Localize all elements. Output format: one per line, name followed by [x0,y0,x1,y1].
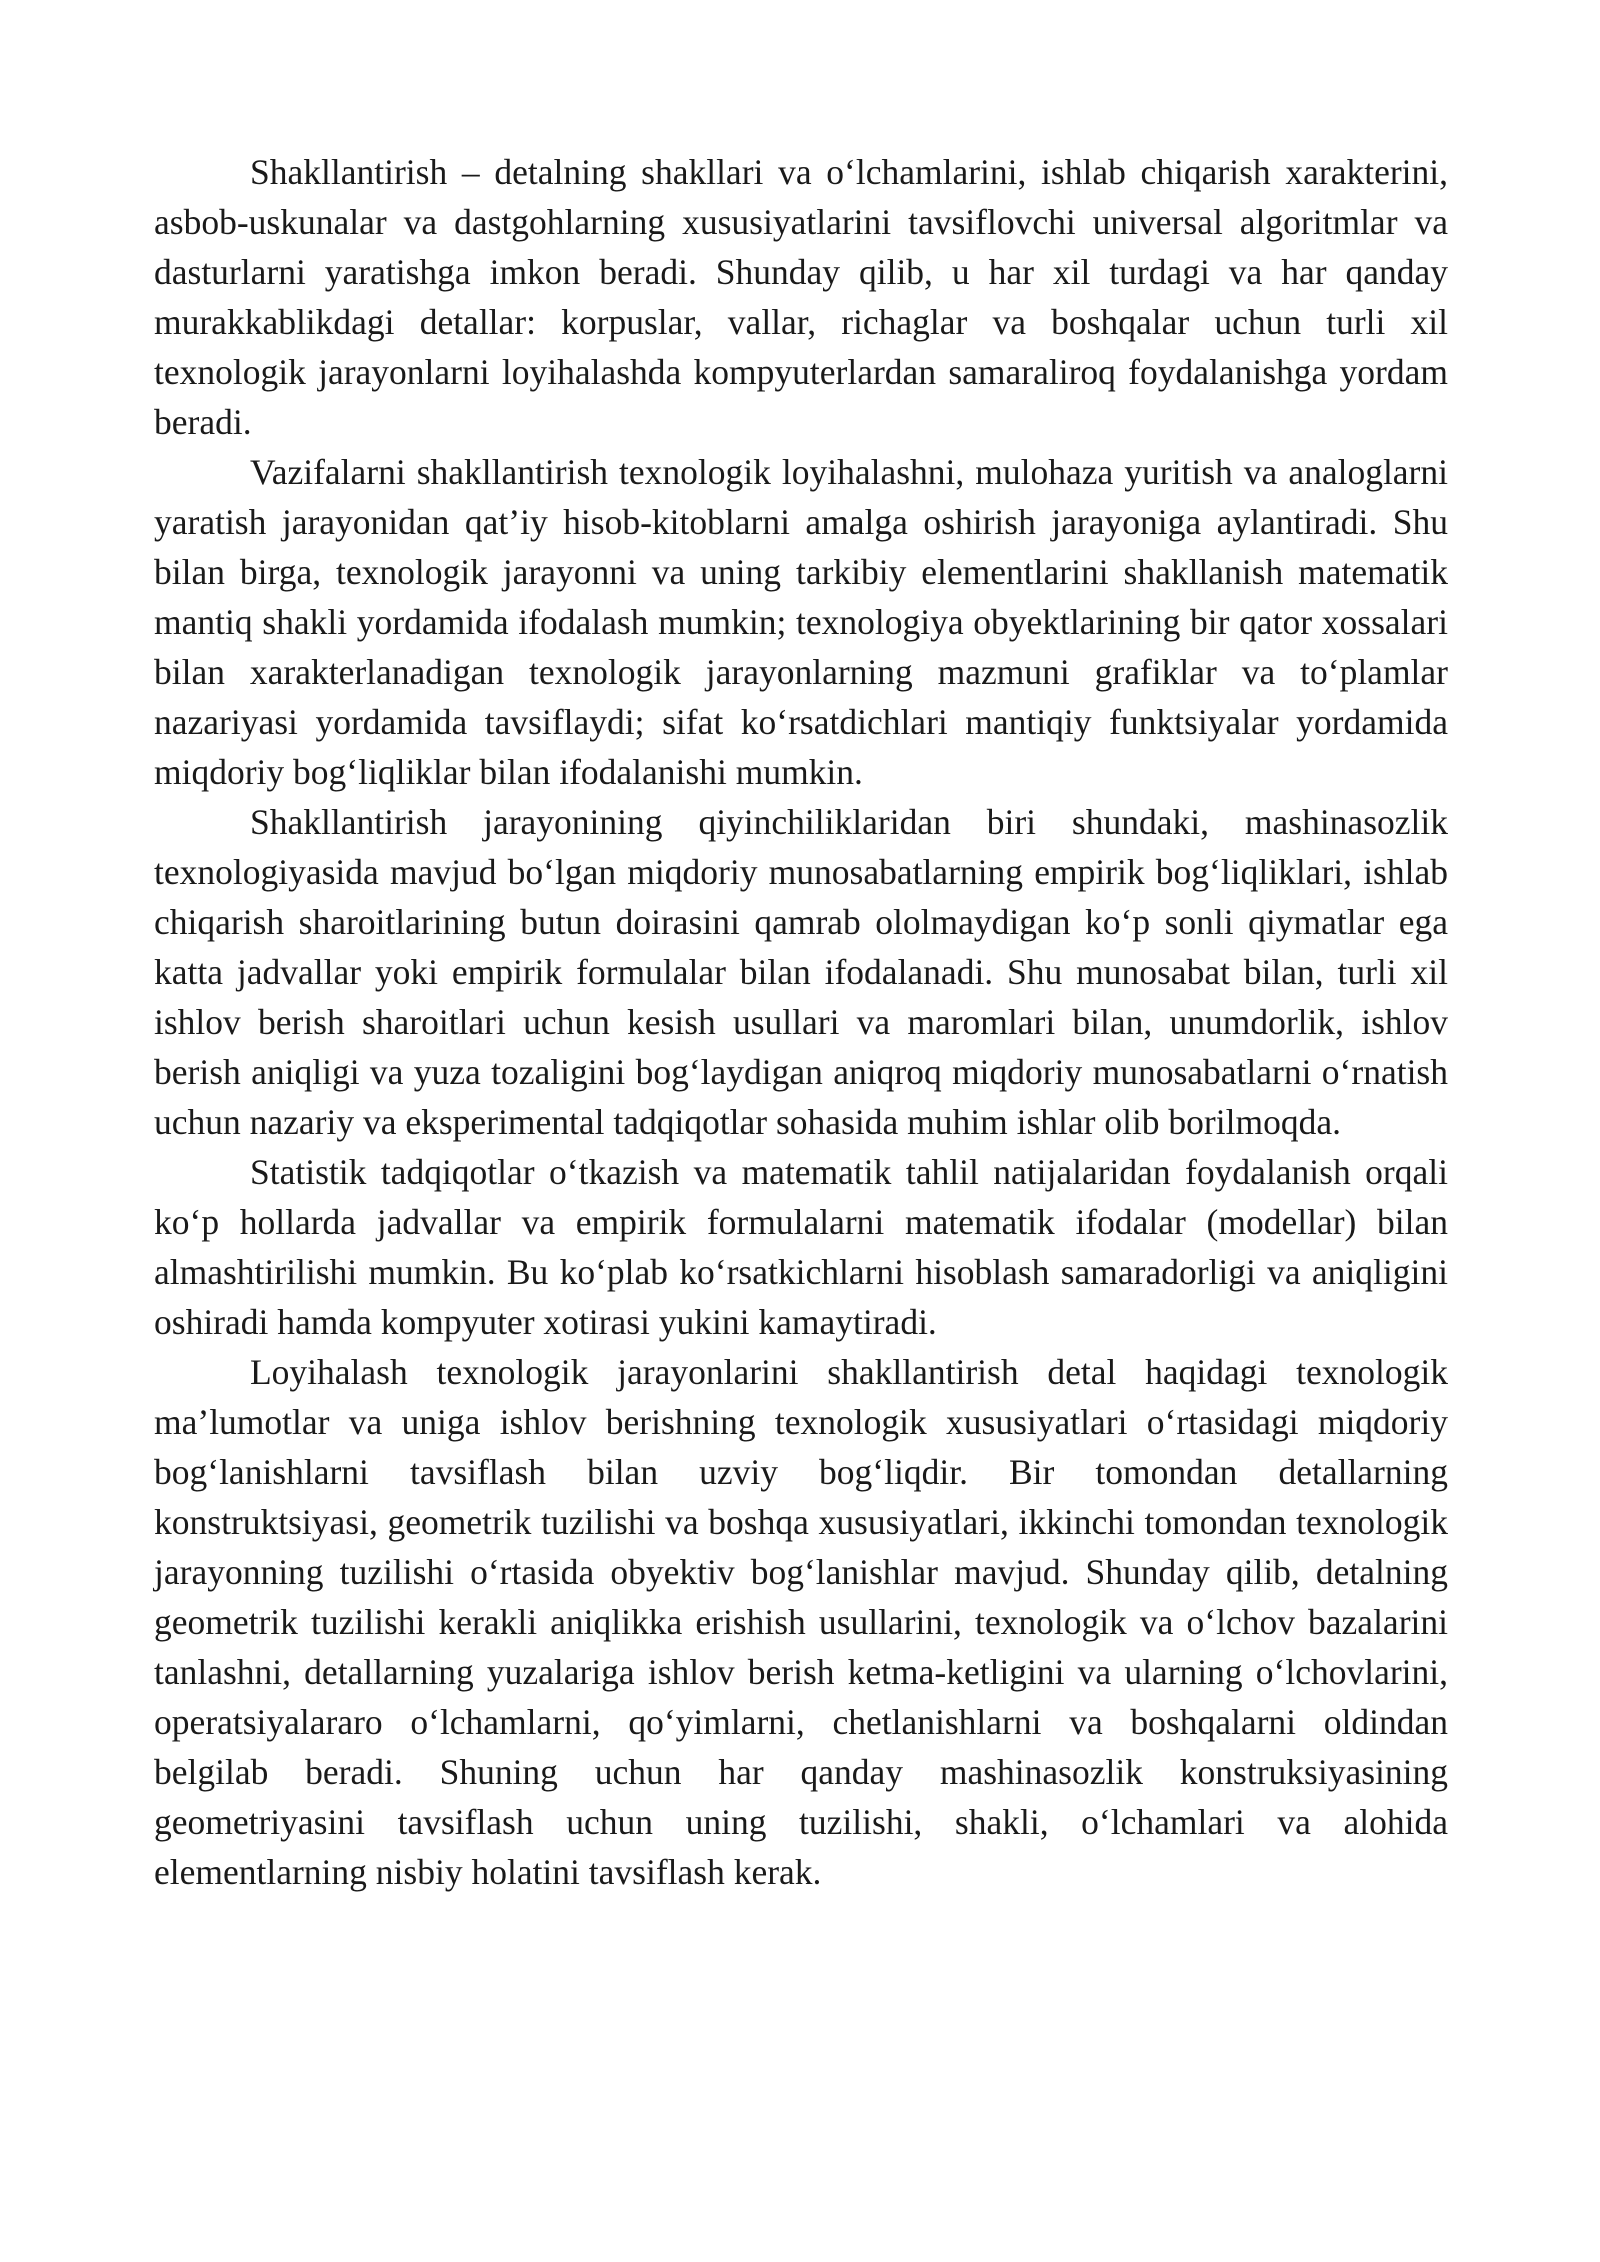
paragraph-4: Statistik tadqiqotlar o‘tkazish va matematik tahlil natijalaridan foydalanish orqali ko‘p hollarda jadvallar va empirik formulalarni matematik ifodalar (modellar) bilan almashtirilishi mumkin. Bu ko‘plab ko‘rsatkichlarni hisoblash samaradorligi va aniqligini oshiradi hamda kompyuter xotirasi yukini kamaytiradi. [154,1152,1448,1342]
paragraph-5: Loyihalash texnologik jarayonlarini shakllantirish detal haqidagi texnologik ma’lumotlar va uniga ishlov berishning texnologik xususiyatlari o‘rtasidagi miqdoriy bog‘lanishlarni tavsiflash bilan uzviy bog‘liqdir. Bir tomondan detallarning konstruktsiyasi, geometrik tuzilishi va boshqa xususiyatlari, ikkinchi tomondan texnologik jarayonning tuzilishi o‘rtasida obyektiv bog‘lanishlar mavjud. Shunday qilib, detalning geometrik tuzilishi kerakli aniqlikka erishish usullarini, texnologik va o‘lchov bazalarini tanlashni, detallarning yuzalariga ishlov berish ketma-ketligini va ularning o‘lchovlarini, operatsiyalararo o‘lchamlarni, qo‘yimlarni, chetlanishlarni va boshqalarni oldindan belgilab beradi. Shuning uchun har qanday mashinasozlik konstruksiyasining geometriyasini tavsiflash uchun uning tuzilishi, shakli, o‘lchamlari va alohida elementlarning nisbiy holatini tavsiflash kerak. [154,1352,1448,1892]
paragraph-3: Shakllantirish jarayonining qiyinchiliklaridan biri shundaki, mashinasozlik texnologiyasida mavjud bo‘lgan miqdoriy munosabatlarning empirik bog‘liqliklari, ishlab chiqarish sharoitlarining butun doirasini qamrab ololmaydigan ko‘p sonli qiymatlar ega katta jadvallar yoki empirik formulalar bilan ifodalanadi. Shu munosabat bilan, turli xil ishlov berish sharoitlari uchun kesish usullari va maromlari bilan, unumdorlik, ishlov berish aniqligi va yuza tozaligini bog‘laydigan aniqroq miqdoriy munosabatlarni o‘rnatish uchun nazariy va eksperimental tadqiqotlar sohasida muhim ishlar olib borilmoqda. [154,802,1448,1142]
document-body [154,147,1448,1897]
paragraph-1: Shakllantirish – detalning shakllari va o‘lchamlarini, ishlab chiqarish xarakterini, asbob-uskunalar va dastgohlarning xususiyatlarini tavsiflovchi universal algoritmlar va dasturlarni yaratishga imkon beradi. Shunday qilib, u har xil turdagi va har qanday murakkablikdagi detallar: korpuslar, vallar, richaglar va boshqalar uchun turli xil texnologik jarayonlarni loyihalashda kompyuterlardan samaraliroq foydalanishga yordam beradi. [154,152,1448,442]
paragraph-2: Vazifalarni shakllantirish texnologik loyihalashni, mulohaza yuritish va analoglarni yaratish jarayonidan qat’iy hisob-kitoblarni amalga oshirish jarayoniga aylantiradi. Shu bilan birga, texnologik jarayonni va uning tarkibiy elementlarini shakllanish matematik mantiq shakli yordamida ifodalash mumkin; texnologiya obyektlarining bir qator xossalari bilan xarakterlanadigan texnologik jarayonlarning mazmuni grafiklar va to‘plamlar nazariyasi yordamida tavsiflaydi; sifat ko‘rsatdichlari mantiqiy funktsiyalar yordamida miqdoriy bog‘liqliklar bilan ifodalanishi mumkin. [154,452,1448,792]
